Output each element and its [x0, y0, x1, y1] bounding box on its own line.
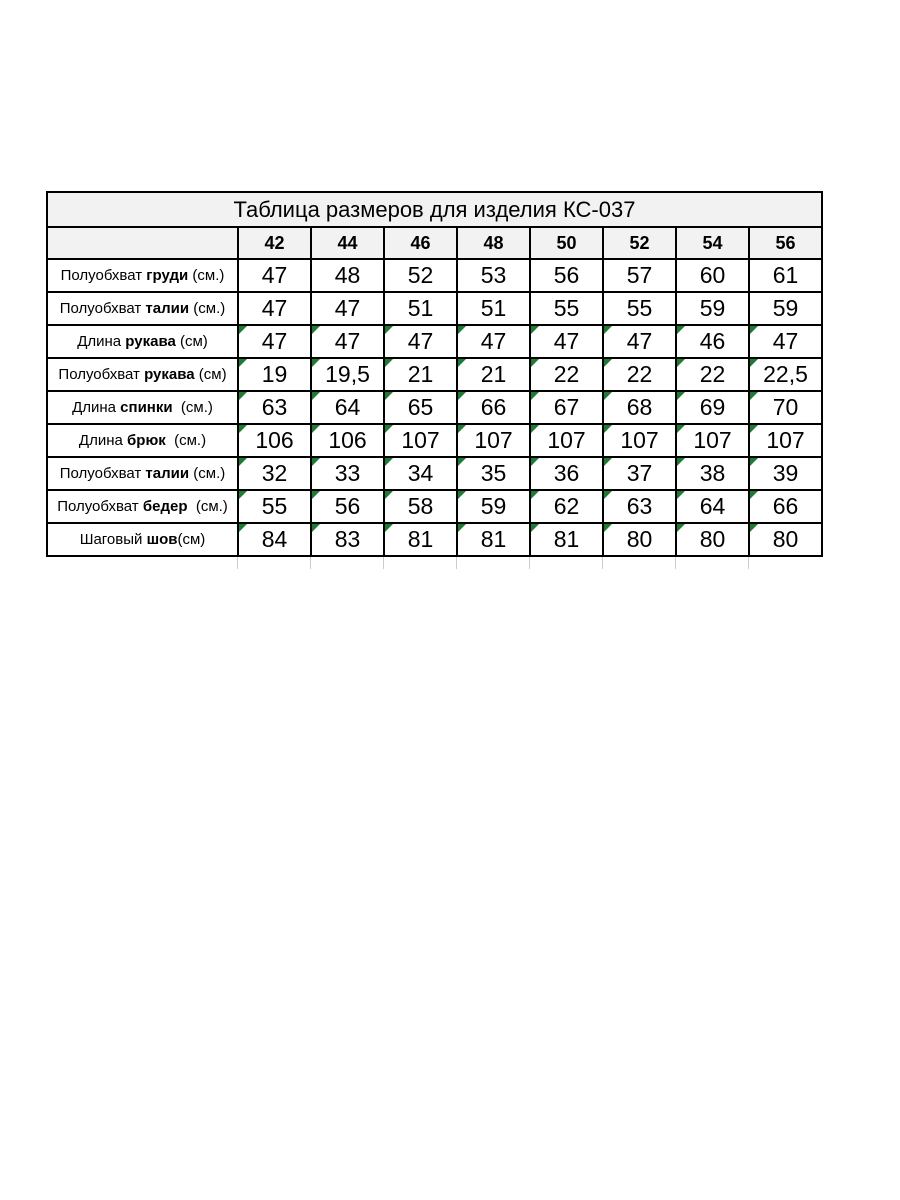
cell-value: 47	[772, 328, 799, 354]
cell-value: 55	[261, 493, 288, 519]
cell-value: 19,5	[325, 361, 370, 387]
text-format-flag-icon	[750, 491, 758, 499]
gridline-stub	[602, 557, 603, 569]
cell-value: 51	[407, 295, 434, 321]
value-cell	[457, 523, 530, 556]
value-cell	[676, 259, 749, 292]
text-format-flag-icon	[677, 359, 685, 367]
cell-value: 56	[553, 262, 580, 288]
row-label: Полуобхват груди (см.)	[47, 259, 238, 292]
table-row	[47, 325, 822, 358]
text-format-flag-icon	[750, 524, 758, 532]
table-row	[47, 523, 822, 556]
text-format-flag-icon	[458, 392, 466, 400]
text-format-flag-icon	[385, 491, 393, 499]
row-label: Длина брюк (см.)	[47, 424, 238, 457]
value-cell	[676, 424, 749, 457]
cell-value: 107	[620, 427, 659, 453]
text-format-flag-icon	[531, 326, 539, 334]
cell-value: 64	[334, 394, 361, 420]
cell-value: 47	[626, 328, 653, 354]
cell-value: 68	[626, 394, 653, 420]
text-format-flag-icon	[312, 458, 320, 466]
value-cell	[676, 490, 749, 523]
value-cell	[530, 292, 603, 325]
cell-value: 22	[553, 361, 580, 387]
text-format-flag-icon	[312, 524, 320, 532]
value-cell	[603, 259, 676, 292]
cell-value: 19	[261, 361, 288, 387]
cell-value: 107	[766, 427, 805, 453]
value-cell	[676, 358, 749, 391]
text-format-flag-icon	[385, 359, 393, 367]
size-table-body	[47, 192, 822, 556]
value-cell	[238, 424, 311, 457]
cell-value: 80	[626, 526, 653, 552]
cell-value: 46	[699, 328, 726, 354]
text-format-flag-icon	[458, 524, 466, 532]
value-cell	[384, 424, 457, 457]
cell-value: 107	[401, 427, 440, 453]
value-cell	[384, 292, 457, 325]
size-header-row	[47, 227, 822, 259]
value-cell	[384, 391, 457, 424]
text-format-flag-icon	[604, 392, 612, 400]
value-cell	[603, 292, 676, 325]
value-cell	[749, 457, 822, 490]
value-cell	[311, 424, 384, 457]
cell-value: 55	[553, 295, 580, 321]
text-format-flag-icon	[604, 491, 612, 499]
value-cell	[530, 424, 603, 457]
value-cell	[238, 457, 311, 490]
cell-value: 35	[480, 460, 507, 486]
cell-value: 107	[693, 427, 732, 453]
text-format-flag-icon	[312, 326, 320, 334]
gridline-stub	[310, 557, 311, 569]
gridline-stub	[675, 557, 676, 569]
table-title-row	[47, 192, 822, 227]
table-row	[47, 292, 822, 325]
cell-value: 47	[480, 328, 507, 354]
text-format-flag-icon	[604, 326, 612, 334]
text-format-flag-icon	[385, 458, 393, 466]
value-cell	[676, 325, 749, 358]
cell-value: 22	[699, 361, 726, 387]
cell-value: 47	[553, 328, 580, 354]
cell-value: 70	[772, 394, 799, 420]
table-row	[47, 490, 822, 523]
cell-value: 66	[480, 394, 507, 420]
text-format-flag-icon	[750, 425, 758, 433]
cell-value: 34	[407, 460, 434, 486]
value-cell	[311, 523, 384, 556]
cell-value: 81	[553, 526, 580, 552]
cell-value: 106	[328, 427, 367, 453]
text-format-flag-icon	[239, 425, 247, 433]
row-label: Шаговый шов(см)	[47, 523, 238, 556]
value-cell	[311, 325, 384, 358]
text-format-flag-icon	[531, 392, 539, 400]
corner-cell	[47, 227, 238, 259]
gridline-stubs	[46, 557, 823, 571]
value-cell	[530, 259, 603, 292]
cell-value: 63	[261, 394, 288, 420]
value-cell	[311, 490, 384, 523]
value-cell	[384, 490, 457, 523]
value-cell	[676, 292, 749, 325]
cell-value: 67	[553, 394, 580, 420]
value-cell	[384, 523, 457, 556]
text-format-flag-icon	[531, 524, 539, 532]
value-cell	[749, 292, 822, 325]
text-format-flag-icon	[531, 458, 539, 466]
value-cell	[530, 391, 603, 424]
text-format-flag-icon	[677, 524, 685, 532]
value-cell	[676, 391, 749, 424]
size-chart-sheet	[46, 191, 823, 571]
text-format-flag-icon	[239, 491, 247, 499]
cell-value: 33	[334, 460, 361, 486]
cell-value: 38	[699, 460, 726, 486]
gridline-stub	[529, 557, 530, 569]
text-format-flag-icon	[458, 359, 466, 367]
value-cell	[457, 325, 530, 358]
cell-value: 53	[480, 262, 507, 288]
cell-value: 84	[261, 526, 288, 552]
cell-value: 61	[772, 262, 799, 288]
gridline-stub	[748, 557, 749, 569]
cell-value: 63	[626, 493, 653, 519]
cell-value: 107	[474, 427, 513, 453]
text-format-flag-icon	[531, 425, 539, 433]
row-label: Полуобхват рукава (см)	[47, 358, 238, 391]
table-row	[47, 259, 822, 292]
text-format-flag-icon	[750, 458, 758, 466]
cell-value: 52	[407, 262, 434, 288]
text-format-flag-icon	[239, 458, 247, 466]
cell-value: 83	[334, 526, 361, 552]
text-format-flag-icon	[750, 326, 758, 334]
value-cell	[311, 457, 384, 490]
value-cell	[603, 523, 676, 556]
size-col-header: 44	[311, 227, 384, 259]
cell-value: 47	[261, 262, 288, 288]
size-col-header: 50	[530, 227, 603, 259]
text-format-flag-icon	[385, 425, 393, 433]
value-cell	[457, 358, 530, 391]
text-format-flag-icon	[458, 425, 466, 433]
cell-value: 47	[261, 328, 288, 354]
value-cell	[311, 259, 384, 292]
cell-value: 65	[407, 394, 434, 420]
value-cell	[603, 457, 676, 490]
text-format-flag-icon	[677, 458, 685, 466]
text-format-flag-icon	[239, 359, 247, 367]
value-cell	[457, 424, 530, 457]
cell-value: 51	[480, 295, 507, 321]
cell-value: 59	[772, 295, 799, 321]
value-cell	[384, 259, 457, 292]
cell-value: 36	[553, 460, 580, 486]
text-format-flag-icon	[239, 326, 247, 334]
value-cell	[238, 490, 311, 523]
text-format-flag-icon	[677, 491, 685, 499]
value-cell	[311, 292, 384, 325]
cell-value: 47	[261, 295, 288, 321]
value-cell	[238, 259, 311, 292]
cell-value: 47	[407, 328, 434, 354]
text-format-flag-icon	[750, 392, 758, 400]
cell-value: 47	[334, 295, 361, 321]
text-format-flag-icon	[458, 491, 466, 499]
text-format-flag-icon	[239, 524, 247, 532]
cell-value: 81	[480, 526, 507, 552]
value-cell	[749, 523, 822, 556]
table-row	[47, 391, 822, 424]
cell-value: 69	[699, 394, 726, 420]
value-cell	[457, 490, 530, 523]
size-col-header: 48	[457, 227, 530, 259]
text-format-flag-icon	[458, 458, 466, 466]
row-label: Полуобхват бедер (см.)	[47, 490, 238, 523]
gridline-stub	[383, 557, 384, 569]
text-format-flag-icon	[385, 326, 393, 334]
cell-value: 22,5	[763, 361, 808, 387]
value-cell	[749, 391, 822, 424]
text-format-flag-icon	[604, 425, 612, 433]
text-format-flag-icon	[458, 326, 466, 334]
value-cell	[311, 358, 384, 391]
text-format-flag-icon	[604, 458, 612, 466]
cell-value: 60	[699, 262, 726, 288]
cell-value: 80	[699, 526, 726, 552]
cell-value: 62	[553, 493, 580, 519]
cell-value: 39	[772, 460, 799, 486]
text-format-flag-icon	[312, 359, 320, 367]
value-cell	[749, 424, 822, 457]
size-col-header: 46	[384, 227, 457, 259]
value-cell	[238, 358, 311, 391]
cell-value: 59	[699, 295, 726, 321]
gridline-stub	[237, 557, 238, 569]
cell-value: 66	[772, 493, 799, 519]
text-format-flag-icon	[604, 524, 612, 532]
value-cell	[603, 424, 676, 457]
text-format-flag-icon	[312, 392, 320, 400]
value-cell	[457, 457, 530, 490]
cell-value: 106	[255, 427, 294, 453]
text-format-flag-icon	[531, 359, 539, 367]
value-cell	[530, 490, 603, 523]
row-label: Полуобхват талии (см.)	[47, 457, 238, 490]
value-cell	[749, 325, 822, 358]
value-cell	[311, 391, 384, 424]
cell-value: 32	[261, 460, 288, 486]
cell-value: 107	[547, 427, 586, 453]
text-format-flag-icon	[677, 392, 685, 400]
value-cell	[749, 490, 822, 523]
size-table	[46, 191, 823, 557]
cell-value: 21	[480, 361, 507, 387]
cell-value: 58	[407, 493, 434, 519]
cell-value: 22	[626, 361, 653, 387]
value-cell	[530, 523, 603, 556]
text-format-flag-icon	[239, 392, 247, 400]
table-row	[47, 457, 822, 490]
value-cell	[384, 358, 457, 391]
value-cell	[749, 259, 822, 292]
text-format-flag-icon	[604, 359, 612, 367]
value-cell	[749, 358, 822, 391]
value-cell	[603, 358, 676, 391]
table-row	[47, 424, 822, 457]
text-format-flag-icon	[312, 425, 320, 433]
row-label: Длина рукава (см)	[47, 325, 238, 358]
value-cell	[457, 292, 530, 325]
value-cell	[238, 391, 311, 424]
text-format-flag-icon	[312, 491, 320, 499]
value-cell	[238, 325, 311, 358]
cell-value: 37	[626, 460, 653, 486]
cell-value: 81	[407, 526, 434, 552]
row-label: Полуобхват талии (см.)	[47, 292, 238, 325]
text-format-flag-icon	[385, 524, 393, 532]
value-cell	[603, 391, 676, 424]
table-row	[47, 358, 822, 391]
value-cell	[457, 259, 530, 292]
gridline-stub	[456, 557, 457, 569]
value-cell	[384, 325, 457, 358]
value-cell	[530, 325, 603, 358]
row-label: Длина спинки (см.)	[47, 391, 238, 424]
value-cell	[238, 523, 311, 556]
text-format-flag-icon	[677, 326, 685, 334]
cell-value: 59	[480, 493, 507, 519]
cell-value: 55	[626, 295, 653, 321]
value-cell	[603, 325, 676, 358]
size-col-header: 52	[603, 227, 676, 259]
table-title: Таблица размеров для изделия КС-037	[47, 192, 822, 227]
size-col-header: 54	[676, 227, 749, 259]
cell-value: 21	[407, 361, 434, 387]
value-cell	[676, 457, 749, 490]
text-format-flag-icon	[385, 392, 393, 400]
value-cell	[530, 358, 603, 391]
value-cell	[676, 523, 749, 556]
cell-value: 47	[334, 328, 361, 354]
text-format-flag-icon	[677, 425, 685, 433]
cell-value: 57	[626, 262, 653, 288]
size-col-header: 42	[238, 227, 311, 259]
size-col-header: 56	[749, 227, 822, 259]
value-cell	[530, 457, 603, 490]
value-cell	[238, 292, 311, 325]
text-format-flag-icon	[531, 491, 539, 499]
value-cell	[457, 391, 530, 424]
cell-value: 64	[699, 493, 726, 519]
cell-value: 80	[772, 526, 799, 552]
text-format-flag-icon	[750, 359, 758, 367]
value-cell	[384, 457, 457, 490]
value-cell	[603, 490, 676, 523]
cell-value: 56	[334, 493, 361, 519]
cell-value: 48	[334, 262, 361, 288]
